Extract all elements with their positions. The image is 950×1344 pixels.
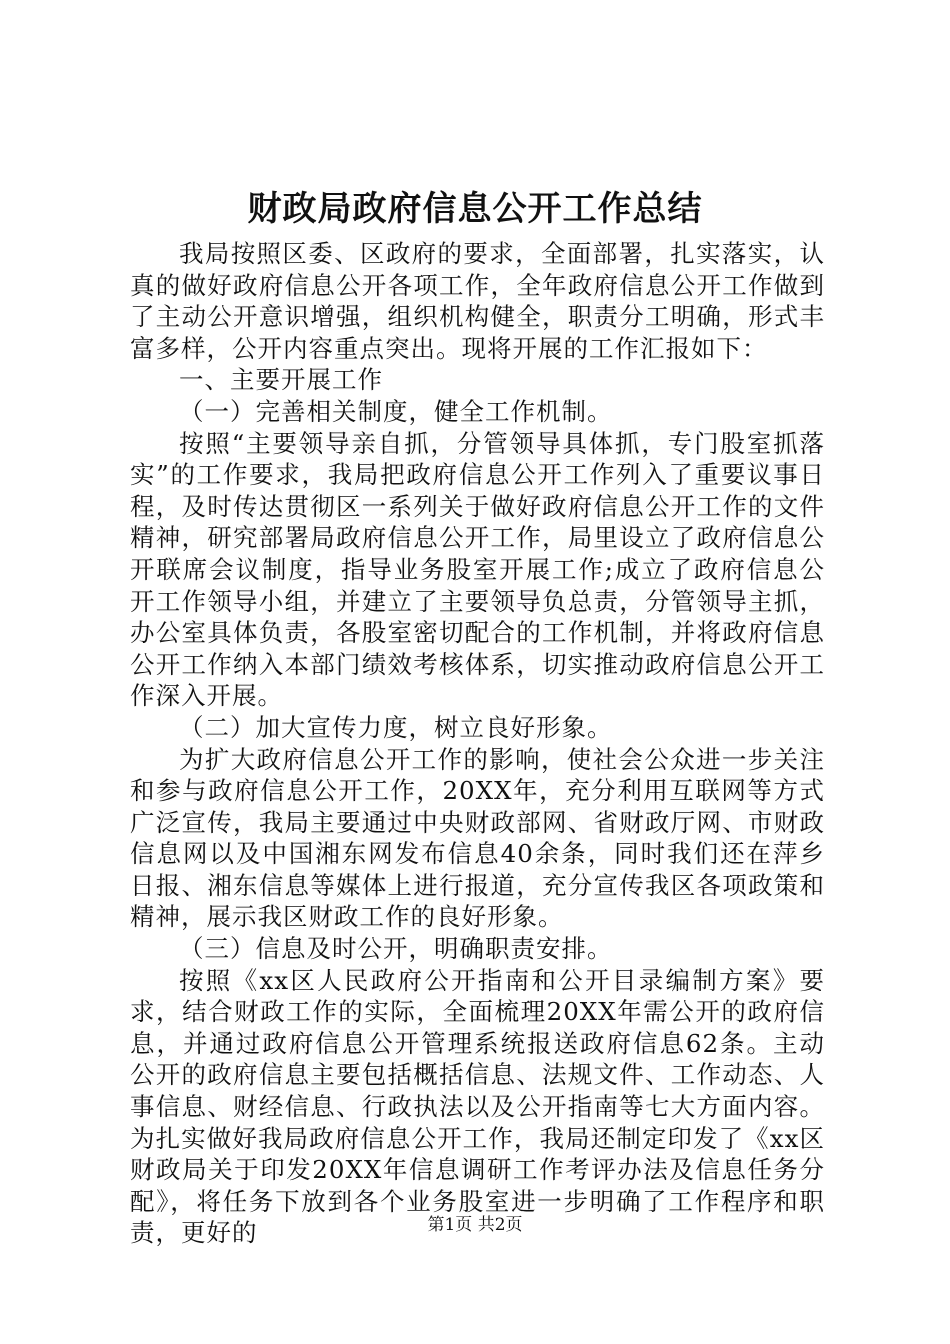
subsection-heading-2: （二）加大宣传力度，树立良好形象。: [179, 712, 613, 742]
page-footer: 第1页 共2页: [427, 1215, 523, 1235]
subsection-heading-1: （一）完善相关制度，健全工作机制。: [179, 396, 613, 426]
body-paragraph-3: 按照《xx区人民政府公开指南和公开目录编制方案》要求，结合财政工作的实际，全面梳理20XX年需公开的政府信息，并通过政府信息公开管理系统报送政府信息62条。主动公开的政府信息主要包括概括信息、法规文件、工作动态、人事信息、财经信息、行政执法以及公开指南等七大方面内容。为扎实做好我局政府信息公开工作，我局还制定印发了《xx区财政局关于印发20XX年信息调研工作考评办法及信息任务分配》，将任务下放到各个业务股室进一步明确了工作程序和职责，更好的: [130, 965, 825, 1248]
section-heading: 一、主要开展工作: [179, 365, 383, 395]
document-title: 财政局政府信息公开工作总结: [247, 189, 703, 229]
intro-paragraph: 我局按照区委、区政府的要求，全面部署，扎实落实，认真的做好政府信息公开各项工作，全年政府信息公开工作做到了主动公开意识增强，组织机构健全，职责分工明确，形式丰富多样，公开内容重点突出。现将开展的工作汇报如下：: [130, 239, 825, 363]
body-paragraph-2: 为扩大政府信息公开工作的影响，使社会公众进一步关注和参与政府信息公开工作，20XX年，充分利用互联网等方式广泛宣传，我局主要通过中央财政部网、省财政厅网、市财政信息网以及中国湘东网发布信息40余条，同时我们还在萍乡日报、湘东信息等媒体上进行报道，充分宣传我区各项政策和精神，展示我区财政工作的良好形象。: [130, 744, 825, 932]
subsection-heading-3: （三）信息及时公开，明确职责安排。: [179, 934, 613, 964]
body-paragraph-1: 按照“主要领导亲自抓，分管领导具体抓，专门股室抓落实”的工作要求，我局把政府信息公开工作列入了重要议事日程，及时传达贯彻区一系列关于做好政府信息公开工作的文件精神，研究部署局政府信息公开工作，局里设立了政府信息公开联席会议制度，指导业务股室开展工作;成立了政府信息公开工作领导小组，并建立了主要领导负总责，分管领导主抓，办公室具体负责，各股室密切配合的工作机制，并将政府信息公开工作纳入本部门绩效考核体系，切实推动政府信息公开工作深入开展。: [130, 428, 825, 711]
document-body: [130, 238, 825, 1249]
